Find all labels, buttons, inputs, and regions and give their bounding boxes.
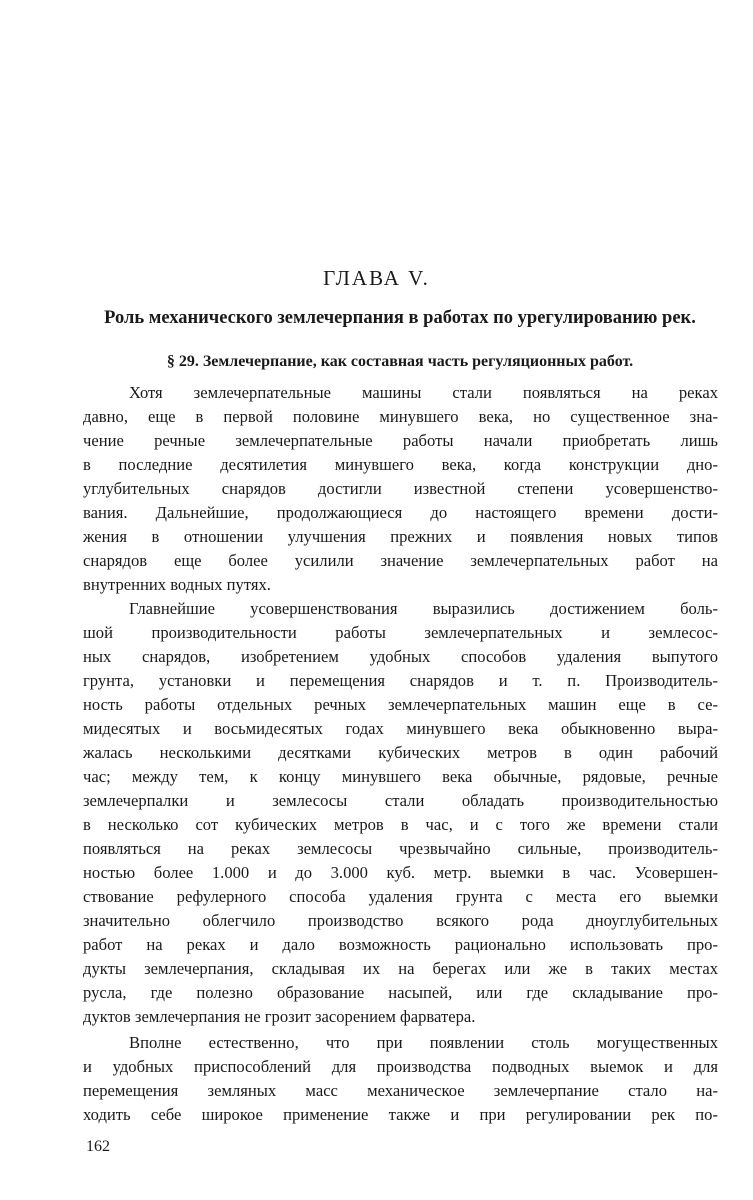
- text-line: значительно облегчило производство всякого рода дноуглубительных: [83, 911, 718, 930]
- text-line: ных снарядов, изобретением удобных способов удаления выпутого: [83, 647, 718, 666]
- text-line: Хотя землечерпательные машины стали появляться на реках: [129, 383, 718, 402]
- text-line: внутренних водных путях.: [83, 575, 271, 594]
- text-line: мидесятых и восьмидесятых годах минувшего века обыкновенно выра-: [83, 719, 718, 738]
- chapter-heading: ГЛАВА V.: [323, 266, 430, 290]
- text-line: появляться на реках землесосы чрезвычайно сильные, производитель-: [83, 839, 718, 858]
- page-number: 162: [86, 1138, 110, 1155]
- text-line: жалась несколькими десятками кубических метров в один рабочий: [83, 743, 718, 762]
- text-line: чение речные землечерпательные работы начали приобретать лишь: [83, 431, 718, 450]
- text-line: Вполне естественно, что при появлении столь могущественных: [129, 1033, 718, 1052]
- text-line: дуктов землечерпания не грозит засорением фарватера.: [83, 1007, 476, 1026]
- text-line: давно, еще в первой половине минувшего века, но существенное зна-: [83, 407, 718, 426]
- text-line: в несколько сот кубических метров в час, и с того же времени стали: [83, 815, 718, 834]
- text-line: дукты землечерпания, складывая их на берегах или же в таких местах: [83, 959, 718, 978]
- text-line: грунта, установки и перемещения снарядов и т. п. Производитель-: [83, 671, 718, 690]
- text-line: работ на реках и дало возможность рационально использовать про-: [83, 935, 718, 954]
- text-line: Главнейшие усовершенствования выразились достижением боль-: [129, 599, 718, 618]
- text-line: и удобных приспособлений для производства подводных выемок и для: [83, 1057, 718, 1076]
- text-line: снарядов еще более усилили значение землечерпательных работ на: [83, 551, 718, 570]
- text-line: землечерпалки и землесосы стали обладать производительностью: [83, 791, 718, 810]
- text-line: шой производительности работы землечерпательных и землесос-: [83, 623, 718, 642]
- text-line: в последние десятилетия минувшего века, когда конструкции дно-: [83, 455, 718, 474]
- text-line: перемещения земляных масс механическое землечерпание стало на-: [83, 1081, 718, 1100]
- text-line: русла, где полезно образование насыпей, или где складывание про-: [83, 983, 718, 1002]
- text-line: час; между тем, к концу минувшего века обычные, рядовые, речные: [83, 767, 718, 786]
- text-line: углубительных снарядов достигли известной степени усовершенство-: [83, 479, 718, 498]
- text-line: ствование рефулерного способа удаления грунта с места его выемки: [83, 887, 718, 906]
- text-line: вания. Дальнейшие, продолжающиеся до настоящего времени дости-: [83, 503, 718, 522]
- text-line: ность работы отдельных речных землечерпательных машин еще в се-: [83, 695, 718, 714]
- text-line: ностью более 1.000 и до 3.000 куб. метр. выемки в час. Усовершен-: [83, 863, 718, 882]
- chapter-title: Роль механического землечерпания в работах по урегулированию рек.: [104, 308, 696, 328]
- text-line: жения в отношении улучшения прежних и появления новых типов: [83, 527, 718, 546]
- section-heading: § 29. Землечерпание, как составная часть регуляционных работ.: [166, 353, 634, 370]
- text-line: ходить себе широкое применение также и при регулировании рек по-: [83, 1105, 718, 1124]
